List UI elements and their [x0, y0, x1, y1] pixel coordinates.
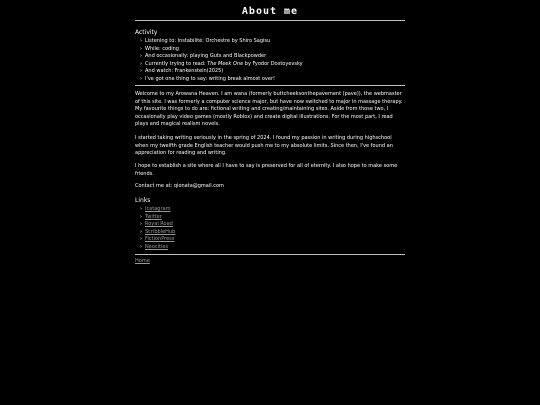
link-item: [140, 244, 175, 252]
links-heading: Links: [135, 197, 151, 204]
links-divider: [135, 254, 405, 255]
link-item: [140, 221, 175, 229]
activity-heading: Activity: [135, 29, 158, 36]
home-link[interactable]: Home: [135, 258, 150, 264]
arrow-icon: ›: [140, 228, 142, 235]
page-title: About me: [241, 6, 299, 17]
link-item: [140, 206, 175, 214]
arrow-icon: ›: [140, 68, 142, 75]
arrow-icon: ›: [140, 60, 142, 67]
link-scribblehub[interactable]: ScribbleHub: [145, 228, 176, 235]
arrow-icon: ›: [140, 243, 142, 250]
activity-item: › And occasionally: playing Guts and Blackpowder: [140, 53, 267, 60]
link-twitter[interactable]: Twitter: [145, 213, 162, 220]
arrow-icon: ›: [140, 221, 142, 228]
arrow-icon: ›: [140, 75, 142, 82]
arrow-icon: ›: [140, 206, 142, 212]
arrow-icon: ›: [140, 213, 142, 220]
activity-item: › I've got one thing to say: writing break almost over!: [140, 75, 275, 82]
activity-item: › And watch: Frankenstein(2025): [140, 68, 224, 75]
arrow-icon: ›: [140, 53, 142, 60]
activity-item: › Currently trying to read: The Meek One by Fyodor Dostoyevsky: [140, 60, 303, 67]
links-list: [140, 206, 175, 252]
bio-paragraph: I started taking writing seriously in the spring of 2024. I found my passion in writing during highschool when my twelfth grade English teacher would push me to my absolute limits. Since then, I've found an appreciation for reading and writing.: [135, 135, 393, 157]
activity-divider: [135, 85, 405, 86]
bio-paragraph: Welcome to my Arowana Heaven. I am wana (formerly buttcheeksonthepavement (pave)), the webmaster of this site. I was formerly a computer science major, but have now switched to major in massage therapy. My favourite things to do are: fictional writing and creating/maintaining sites. Aside from those two, I occasionally play video games (mostly Roblox) and create digital illustrations. For the most part, I read plays and magical realism novels.: [135, 91, 403, 128]
link-royal-road[interactable]: Royal Road: [145, 221, 173, 228]
bio-paragraph: I hope to establish a site where all I have to say is preserved for all of eternity. I also hope to make some friends.: [135, 163, 398, 177]
contact-text: Contact me at: qionata@gmail.com: [135, 183, 224, 189]
arrow-icon: ›: [140, 45, 142, 52]
link-item: [140, 214, 175, 222]
link-neocities[interactable]: Neocities: [145, 243, 169, 250]
activity-item: › While: coding: [140, 45, 179, 52]
link-item: [140, 236, 175, 244]
activity-list: [140, 38, 303, 84]
title-divider: [135, 20, 405, 21]
arrow-icon: ›: [140, 236, 142, 243]
arrow-icon: ›: [140, 38, 142, 44]
activity-item: › Listening to: Instabilité: Orchestre by Shiro Sagisu: [140, 38, 271, 44]
link-fictionpress[interactable]: FictionPress: [145, 236, 175, 243]
link-item: [140, 229, 175, 237]
link-instagram[interactable]: Instagram: [145, 206, 171, 212]
